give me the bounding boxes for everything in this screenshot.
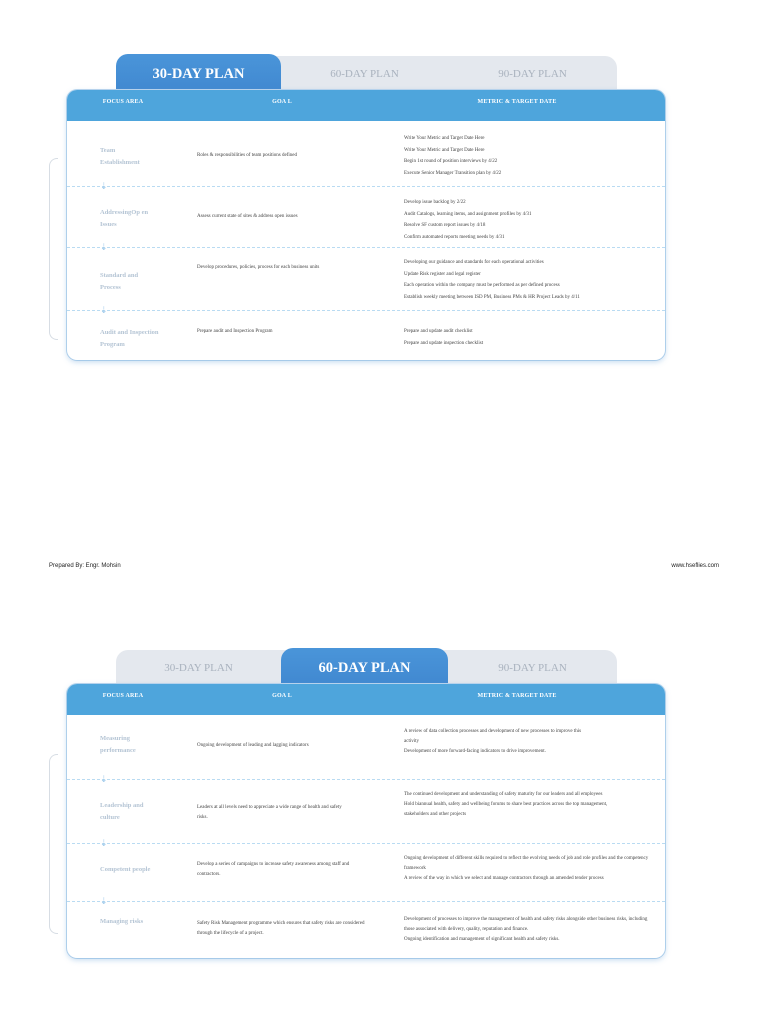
arrow-down-icon: ⇣ [100,305,108,315]
metric-item: Prepare and update inspection checklist [404,340,484,346]
row-group-bracket [49,754,58,934]
metric-item: Establish weekly meeting between ISD PM, Business PMs & HR Project Leads by 4/11 [404,294,580,300]
arrow-down-icon: ⇣ [100,896,108,906]
goal-text: Develop a series of campaigns to increase safety awareness among staff and contractors. [197,862,350,877]
metric-item: Development of processes to improve the management of health and safety risks alongside other business risks, including those associated with delivery, quality, reputation and finance. [404,917,648,932]
goal-text: Develop procedures, policies, process for each business units [197,265,320,270]
metric-item: Prepare and update audit checklist [404,329,473,334]
goal-text: Ongoing development of leading and lagging indicators [197,743,309,748]
arrow-down-icon: ⇣ [100,181,108,191]
metric-list [404,133,501,179]
header-metric-target-date: METRIC & TARGET DATE [477,99,557,105]
focus-area-label: Audit and Inspection Program [100,329,159,348]
website-footer: www.hseflies.com [671,563,719,569]
goal-text: Prepare audit and Inspection Program [197,329,273,334]
table-row [67,715,665,779]
metric-list [404,727,589,757]
table-row [67,838,665,901]
metric-item: The continued development and understanding of safety maturity for our leaders and all employees [404,792,603,797]
header-goal: GOA L [272,693,292,699]
metric-list [404,197,531,243]
table-row [67,242,665,310]
metric-list [404,915,659,945]
table-row [67,305,665,360]
focus-area-label: Leadership and culture [100,802,144,821]
goal-text: Leaders at all levels need to appreciate a wide range of health and safety risks. [197,805,342,820]
focus-area-label: AddressingOp en Issues [100,209,149,228]
table-body [67,715,665,958]
metric-item: Development of more forward-facing indicators to drive improvement. [404,749,546,754]
row-group-bracket [49,158,58,340]
metric-list [404,326,483,349]
metric-item: Develop issue backlog by 2/22 [404,200,466,205]
table-header [67,684,665,715]
focus-area-label: Team Establishment [100,147,140,166]
plan-table [67,90,665,360]
focus-area-label: Standard and Process [100,272,139,291]
metric-item: Hold biannual health, safety and wellbeing forums to share best practices across the top management, stakeholders and other projects [404,802,608,817]
table-body [67,121,665,360]
goal-text: Roles & responsibilities of team positions defined [197,153,297,158]
metric-item: Write Your Metric and Target Date Here [404,147,485,153]
metric-item: Audit Catalogs, learning items, and assignment profiles by 4/31 [404,211,532,217]
metric-item: Write Your Metric and Target Date Here [404,136,485,141]
table-row [67,774,665,843]
header-goal: GOA L [272,99,292,105]
metric-list [404,790,619,820]
arrow-down-icon: ⇣ [100,242,108,252]
metric-list [404,854,654,884]
metric-item: Resolve SF custom report issues by 4/18 [404,223,486,228]
metric-list [404,257,580,303]
goal-text: Safety Risk Management programme which ensures that safety risks are considered through the lifecycle of a project. [197,921,365,936]
tab-60-day[interactable]: 60-DAY PLAN [330,68,399,80]
focus-area-label: Competent people [100,866,151,873]
tab-60-day[interactable]: 60-DAY PLAN [281,648,448,692]
table-row [67,896,665,958]
focus-area-label: Measuring performance [100,735,136,754]
plan-table [67,684,665,958]
arrow-down-icon: ⇣ [100,774,108,784]
goal-text: Assess current state of sites & address open issues [197,214,298,219]
metric-item: Developing our guidance and standards for each operational activities [404,260,544,265]
metric-item: Execute Senior Manager Transition plan by 4/22 [404,170,502,176]
tab-30-day[interactable]: 30-DAY PLAN [116,54,281,98]
header-metric-target-date: METRIC & TARGET DATE [477,693,557,699]
tab-90-day[interactable]: 90-DAY PLAN [498,662,567,674]
focus-area-label: Managing risks [100,918,144,925]
metric-item: Begin 1st round of position interviews by 4/22 [404,159,498,164]
table-header [67,90,665,121]
metric-item: Ongoing development of different skills required to reflect the evolving needs of job and role profiles and the competency framework [404,856,649,871]
table-row [67,121,665,186]
metric-item: Each operation within the company must be performed as per defined process [404,283,560,288]
header-focus-area: FOCUS AREA [102,99,144,105]
metric-item: A review of data collection processes and development of new processes to improve this activity [404,729,582,744]
metric-item: Update Risk register and legal register [404,271,481,277]
tab-90-day[interactable]: 90-DAY PLAN [498,68,567,80]
tab-30-day[interactable]: 30-DAY PLAN [164,662,233,674]
prepared-by-footer: Prepared By: Engr. Mohsin [49,563,121,569]
arrow-down-icon: ⇣ [100,838,108,848]
header-focus-area: FOCUS AREA [102,693,144,699]
table-row [67,181,665,247]
metric-item: Ongoing identification and management of significant health and safety risks. [404,937,560,942]
metric-item: A review of the way in which we select and manage contractors through an amended tender process [404,876,604,881]
metric-item: Confirm automated reports meeting needs by 4/31 [404,234,505,240]
